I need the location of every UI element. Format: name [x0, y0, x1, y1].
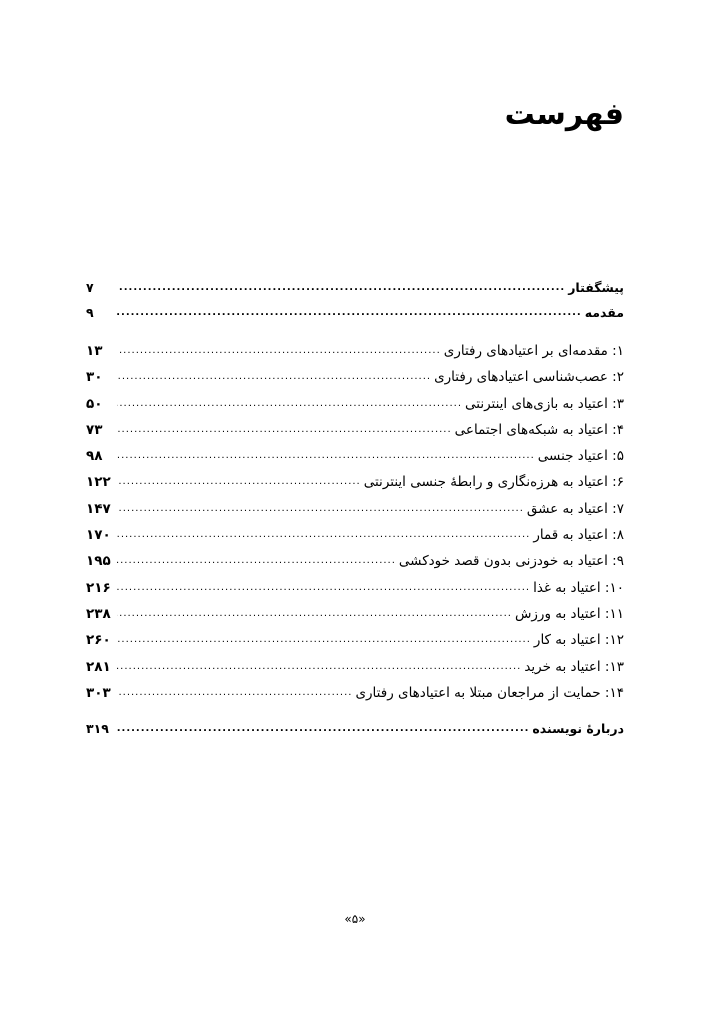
toc-leader-dots	[117, 503, 524, 514]
toc-entry-title: ۱۲: اعتیاد به کار	[533, 632, 624, 649]
toc-leader-dots	[117, 282, 565, 293]
toc-entry-chapter-9	[86, 553, 624, 579]
toc-entry-page: ۲۳۸	[86, 605, 111, 622]
toc-leader-dots	[117, 450, 535, 461]
toc-entry-chapter-12	[86, 632, 624, 658]
toc-leader-dots	[117, 608, 512, 619]
toc-entry-title: ۱۴: حمایت از مراجعان مبتلا به اعتیادهای رفتاری	[355, 684, 624, 701]
toc-entry-page: ۲۱۶	[86, 579, 111, 596]
toc-entry-page: ۵۰	[86, 395, 103, 412]
table-of-contents	[86, 280, 624, 746]
toc-leader-dots	[117, 529, 530, 540]
toc-leader-dots	[117, 661, 521, 672]
toc-entry-title: ۱۳: اعتیاد به خرید	[524, 658, 624, 675]
toc-entry-chapter-3	[86, 396, 624, 422]
toc-entry-page: ۲۶۰	[86, 632, 111, 649]
toc-entry-title: ۷: اعتیاد به عشق	[526, 500, 624, 517]
toc-leader-dots	[117, 555, 396, 566]
toc-entry-page: ۳۰	[86, 369, 103, 386]
toc-entry-chapter-11	[86, 606, 624, 632]
toc-entry-title: ۱: مقدمه‌ای بر اعتیادهای رفتاری	[443, 343, 624, 359]
toc-leader-dots	[117, 582, 530, 593]
toc-entry-chapter-14	[86, 685, 624, 711]
toc-entry-title: ۵: اعتیاد جنسی	[537, 448, 624, 465]
toc-leader-dots	[117, 476, 361, 487]
toc-entry-title: ۴: اعتیاد به شبکه‌های اجتماعی	[454, 421, 624, 438]
toc-entry-page: ۱۹۵	[86, 553, 111, 570]
toc-entry-title: ۳: اعتیاد به بازی‌های اینترنتی	[465, 395, 624, 412]
toc-leader-dots	[117, 398, 462, 409]
toc-entry-page: ۲۸۱	[86, 658, 111, 675]
toc-leader-dots	[117, 307, 582, 318]
toc-entry-chapter-5	[86, 448, 624, 474]
toc-leader-dots	[117, 371, 431, 382]
toc-entry-title: ۹: اعتیاد به خودزنی بدون قصد خودکشی	[398, 553, 624, 570]
toc-entry-page: ۱۳	[86, 343, 103, 359]
toc-entry-page: ۳۰۳	[86, 684, 111, 701]
toc-entry-chapter-4	[86, 422, 624, 448]
toc-entry-page: ۱۲۲	[86, 474, 111, 491]
toc-entry-title: دربارهٔ نویسنده	[532, 721, 624, 737]
toc-entry-chapter-1	[86, 343, 624, 369]
toc-entry-about-author	[86, 721, 624, 746]
toc-entry-page: ۷۳	[86, 421, 103, 438]
toc-entry-page: ۱۴۷	[86, 500, 111, 517]
toc-entry-page: ۹	[86, 305, 94, 320]
toc-entry-title: ۲: عصب‌شناسی اعتیادهای رفتاری	[434, 369, 624, 386]
toc-entry-chapter-8	[86, 527, 624, 553]
toc-entry-chapter-6	[86, 474, 624, 500]
toc-entry-title: ۶: اعتیاد به هرزه‌نگاری و رابطهٔ جنسی اینترنتی	[363, 474, 624, 491]
toc-entry-title: مقدمه	[584, 305, 624, 320]
toc-entry-chapter-10	[86, 580, 624, 606]
toc-leader-dots	[117, 424, 452, 435]
toc-entry-chapter-2	[86, 369, 624, 395]
toc-leader-dots	[117, 687, 352, 698]
toc-entry-chapter-7	[86, 501, 624, 527]
toc-entry-title: ۸: اعتیاد به قمار	[533, 527, 624, 544]
toc-entry-page: ۷	[86, 280, 94, 295]
toc-entry-page: ۱۷۰	[86, 527, 111, 544]
toc-leader-dots	[117, 345, 441, 356]
page-title: فهرست	[504, 97, 624, 132]
toc-leader-dots	[117, 723, 529, 734]
toc-entry-title: ۱۰: اعتیاد به غذا	[533, 579, 624, 596]
toc-entry-chapter-13	[86, 659, 624, 685]
toc-entry-title: ۱۱: اعتیاد به ورزش	[514, 605, 624, 622]
toc-entry-title: پیشگفتار	[568, 280, 624, 295]
toc-entry-introduction	[86, 305, 624, 330]
toc-entry-page: ۳۱۹	[86, 721, 109, 737]
toc-leader-dots	[117, 634, 531, 645]
toc-entry-preface	[86, 280, 624, 305]
page-number: «۵»	[344, 912, 366, 926]
toc-entry-page: ۹۸	[86, 448, 103, 465]
